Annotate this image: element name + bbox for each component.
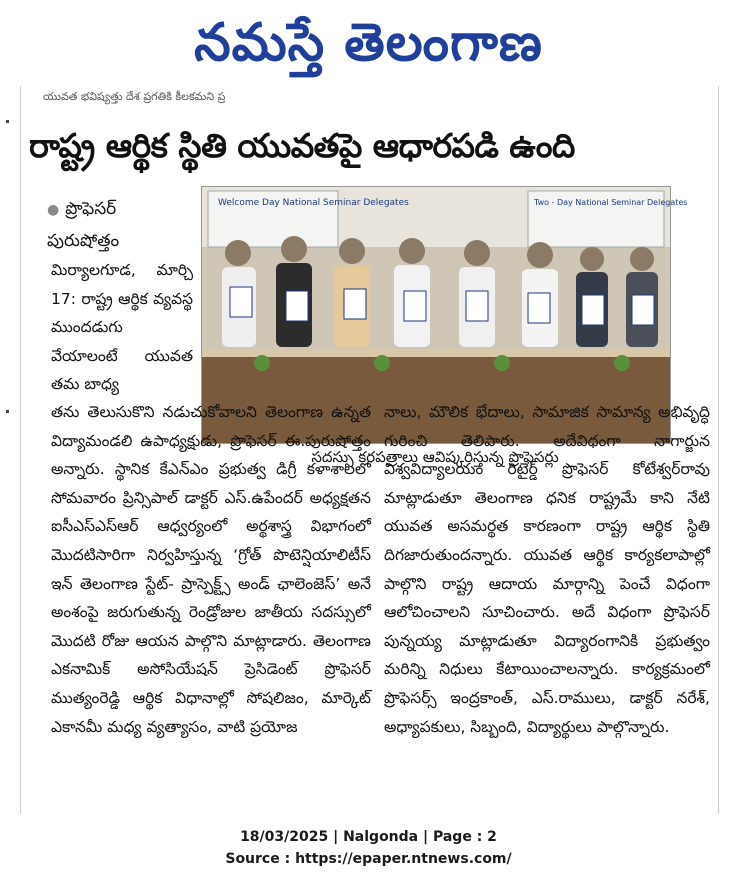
- article-column-narrow: [51, 256, 193, 399]
- article-column-right: [384, 398, 710, 741]
- article-column-left: [51, 398, 371, 741]
- article-kicker: యువత భవిష్యత్తు దేశ ప్రగతికి కీలకమని ప్ర: [43, 90, 226, 103]
- source-info: Source : https://epaper.ntnews.com/: [225, 851, 512, 867]
- margin-mark: [6, 410, 9, 413]
- margin-mark: [6, 120, 9, 123]
- dateline-paragraph: మిర్యాలగూడ, మార్చి 17: రాష్ట్ర ఆర్థిక వ్యవస్థ ముందడుగు వేయాలంటే యువత తమ బాధ్య: [51, 261, 193, 394]
- article-headline: రాష్ట్ర ఆర్థిక స్థితి యువతపై ఆధారపడి ఉంది: [29, 126, 575, 165]
- photo-banner-right: Two - Day National Seminar Delegates: [534, 198, 688, 207]
- masthead: [0, 0, 737, 86]
- photo-banner-left: Welcome Day National Seminar Delegates: [218, 198, 409, 208]
- page-footer: [0, 826, 737, 870]
- bullet-icon: ●: [47, 202, 60, 218]
- photo-caption: సదస్సు కరపత్రాలు ఆవిష్కరిస్తున్న ప్రొఫెసర్లు: [311, 448, 559, 466]
- byline-title: ప్రొఫెసర్: [65, 199, 117, 219]
- article-clipping: [20, 86, 719, 814]
- body-paragraph-left: తను తెలుసుకొని నడుచుకోవాలని తెలంగాణ ఉన్నత విద్యామండలి ఉపాధ్యక్షుడు, ప్రొఫెసర్ ఈ.పురుషోత్తం అన్నారు. స్థానిక కేఎన్ఎం ప్రభుత్వ డిగ్రీ కళాశాలలో సోమవారం ప్రిన్సిపాల్ డాక్టర్ ఎస్.ఉపేందర్ అధ్యక్షతన ఐసీఎస్ఎస్ఆర్ ఆధ్వర్యంలో అర్థశాస్త్ర విభాగంలో మొదటిసారిగా నిర్వహిస్తున్న ‘గ్రోత్ పొటెన్షియాలిటీస్ ఇన్ తెలంగాణ స్టేట్- ప్రాస్పెక్ట్స్ అండ్ ఛాలెంజెస్’ అనే అంశంపై జరుగుతున్న రెండ్రోజుల జాతీయ సదస్సులో మొదటి రోజు ఆయన పాల్గొని మాట్లాడారు. తెలంగాణ ఎకనామిక్ అసోసియేషన్ ప్రెసిడెంట్ ప్రొఫెసర్ ముత్యంరెడ్డి ఆర్థిక విధానాల్లో సోషలిజం, మార్కెట్ ఎకానమీ మధ్య వ్యత్యాసం, వాటి ప్రయోజ: [51, 403, 371, 736]
- byline-name: పురుషోత్తం: [47, 231, 120, 251]
- newspaper-title: నమస్తే తెలంగాణ: [194, 13, 543, 73]
- byline: [47, 194, 195, 257]
- body-paragraph-right: నాలు, మౌలిక భేదాలు, సామాజిక సామాన్య అభివృద్ధి గురించి తెలిపారు. అదేవిధంగా నాగార్జున విశ్వవిద్యాలయం రిటైర్డ్ ప్రొఫెసర్ కోటేశ్వర్‌రావు మాట్లాడుతూ తెలంగాణ ధనిక రాష్ట్రమే కాని నేటి యువత అసమర్థత కారణంగా రాష్ట్ర ఆర్థిక స్థితి దిగజారుతుందన్నారు. యువత ఆర్థిక కార్యకలాపాల్లో పాల్గొని రాష్ట్ర ఆదాయ మార్గాన్ని పెంచే విధంగా ఆలోచించాలని సూచించారు. అదే విధంగా ప్రొఫెసర్ పున్నయ్య మాట్లాడుతూ విద్యారంగానికి ప్రభుత్వం మరిన్ని నిధులు కేటాయించాలన్నారు. కార్యక్రమంలో ప్రొఫెసర్స్ ఇంద్రకాంత్, ఎస్.రాములు, డాక్టర్ నరేశ్, అధ్యాపకులు, సిబ్బంది, విద్యార్థులు పాల్గొన్నారు.: [384, 403, 710, 736]
- edition-info: 18/03/2025 | Nalgonda | Page : 2: [240, 829, 497, 845]
